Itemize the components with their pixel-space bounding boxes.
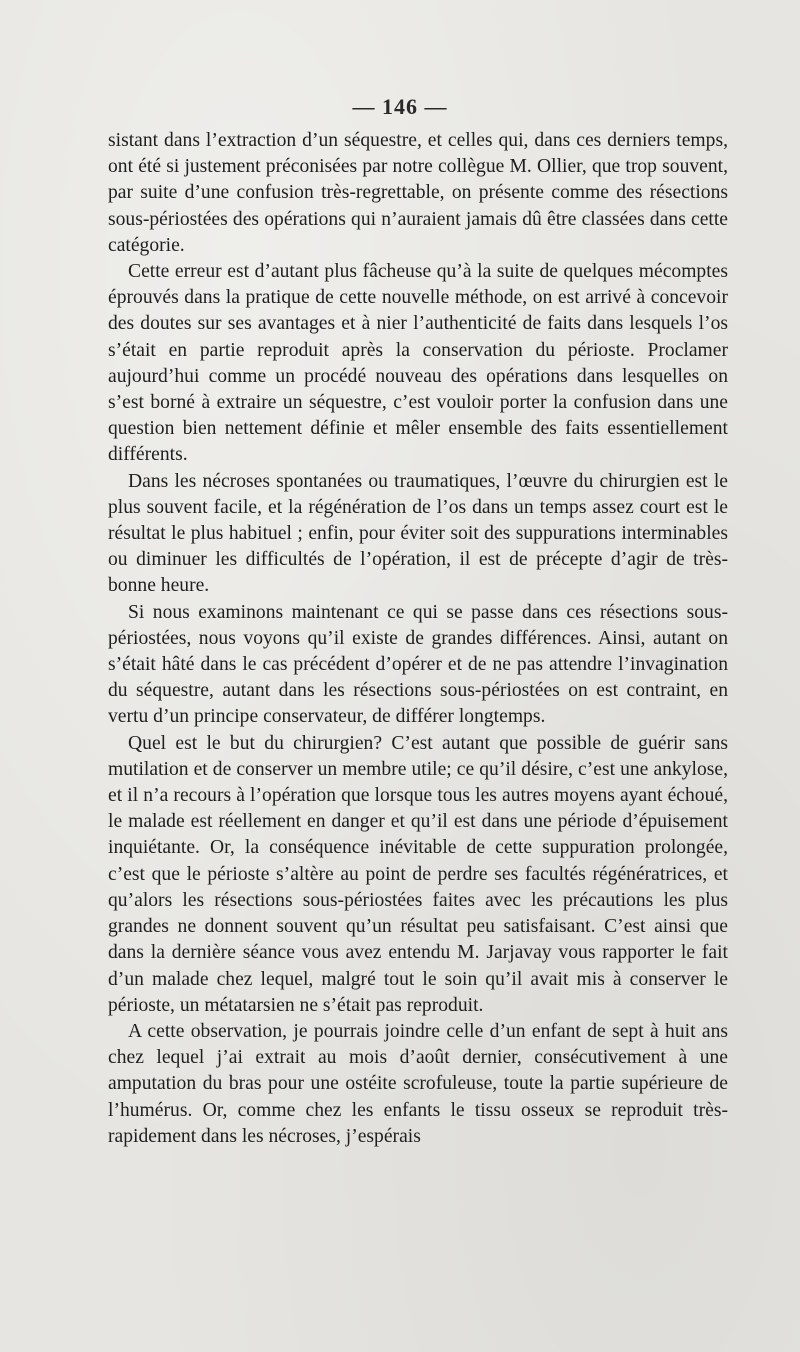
paragraph-3: Dans les nécroses spontanées ou traumatiques, l’œuvre du chirurgien est le plus souvent facile, et la régénération de l’os dans un temps assez court est le résultat le plus habituel ; enfin, pour éviter soit des suppurations interminables ou diminuer les difficultés de l’opération, il est de précepte d’agir de très-bonne heure. [108,470,728,597]
page-number: — 146 — [352,94,448,119]
paragraph-6: A cette observation, je pourrais joindre celle d’un enfant de sept à huit ans chez lequel j’ai extrait au mois d’août dernier, consécutivement à une amputation du bras pour une ostéite scrofuleuse, toute la partie supérieure de l’humérus. Or, comme chez les enfants le tissu osseux se reproduit très-rapidement dans les nécroses, j’espérais [108,1020,728,1147]
paragraph-5: Quel est le but du chirurgien? C’est autant que possible de guérir sans mutilation et de conserver un membre utile; ce qu’il désire, c’est une ankylose, et il n’a recours à l’opération que lorsque tous les autres moyens ayant échoué, le malade est réellement en danger et qu’il est dans une période d’épuisement inquiétante. Or, la conséquence inévitable de cette suppuration prolongée, c’est que le périoste s’altère au point de perdre ses facultés régénératrices, et qu’alors les résections sous-périostées faites avec les précautions les plus grandes ne donnent souvent qu’un résultat peu satisfaisant. C’est ainsi que dans la dernière séance vous avez entendu M. Jarjavay vous rapporter le fait d’un malade chez lequel, malgré tout le soin qu’il avait mis à conserver le périoste, un métatarsien ne s’était pas reproduit. [108,732,728,1016]
paragraph-4: Si nous examinons maintenant ce qui se passe dans ces résections sous-périostées, nous voyons qu’il existe de grandes différences. Ainsi, autant on s’était hâté dans le cas précédent d’opérer et de ne pas attendre l’invagination du séquestre, autant dans les résections sous-périostées on est contraint, en vertu d’un principe conservateur, de différer longtemps. [108,601,728,728]
body-text [108,128,728,1150]
paragraph-1: sistant dans l’extraction d’un séquestre, et celles qui, dans ces derniers temps, ont été si justement préconisées par notre collègue M. Ollier, que trop souvent, par suite d’une confusion très-regrettable, on présente comme des résections sous-périostées des opérations qui n’auraient jamais dû être classées dans cette catégorie. [108,130,728,256]
paragraph-2: Cette erreur est d’autant plus fâcheuse qu’à la suite de quelques mécomptes éprouvés dans la pratique de cette nouvelle méthode, on est arrivé à concevoir des doutes sur ses avantages et à nier l’authenticité de faits dans lesquels l’os s’était en partie reproduit après la conservation du périoste. Proclamer aujourd’hui comme un procédé nouveau des opérations dans lesquelles on s’est borné à extraire un séquestre, c’est vouloir porter la confusion dans une question bien nettement définie et mêler ensemble des faits essentiellement différents. [108,261,728,466]
